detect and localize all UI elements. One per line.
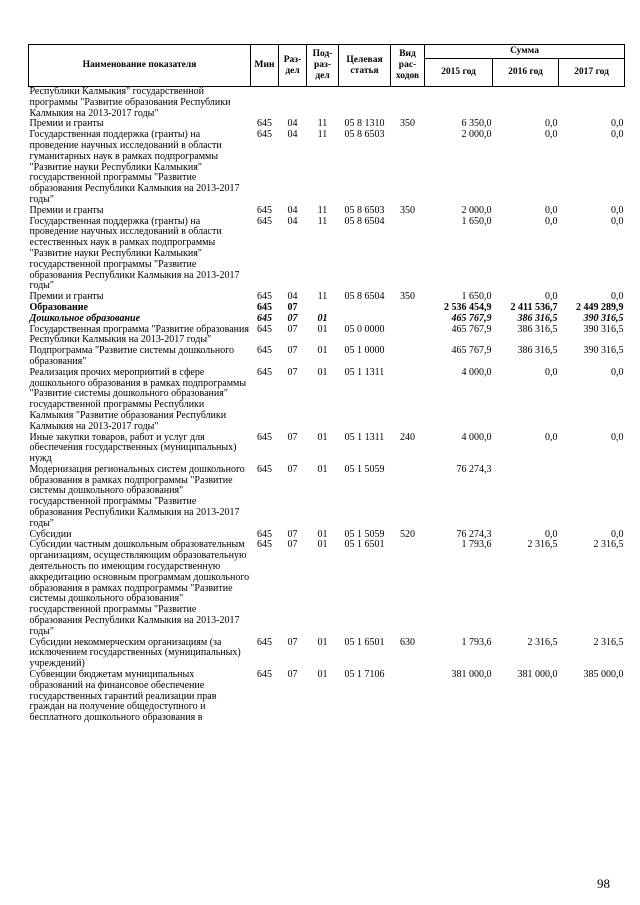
row-podrazdel: 01 bbox=[317, 463, 328, 475]
row-sum-2016: 381 000,0 bbox=[517, 669, 558, 681]
row-sum-2015: 2 536 454,9 bbox=[444, 301, 492, 313]
row-min: 645 bbox=[257, 528, 272, 540]
col-header-2016: 2016 год bbox=[493, 59, 559, 87]
row-target: 05 8 1310 bbox=[344, 118, 385, 130]
col-header-min: Мин bbox=[251, 45, 279, 87]
row-sum-2015: 2 000,0 bbox=[461, 129, 492, 141]
row-sum-2015: 4 000,0 bbox=[461, 431, 492, 443]
row-sum-2017: 390 316,5 bbox=[583, 323, 624, 335]
table-row bbox=[29, 465, 625, 530]
row-sum-2017 bbox=[559, 87, 625, 120]
row-vid bbox=[391, 303, 425, 314]
row-podrazdel: 01 bbox=[317, 312, 328, 324]
row-target: 05 8 6503 bbox=[344, 204, 385, 216]
row-min: 645 bbox=[257, 291, 272, 303]
row-vid: 240 bbox=[400, 431, 415, 443]
row-vid bbox=[391, 540, 425, 637]
row-razdel: 07 bbox=[287, 323, 298, 335]
col-header-target: Целевая статья bbox=[339, 45, 391, 87]
row-vid: 350 bbox=[400, 204, 415, 216]
table-body bbox=[29, 87, 625, 725]
budget-table bbox=[28, 44, 625, 724]
row-name: Премии и гранты bbox=[29, 118, 104, 130]
row-min: 645 bbox=[257, 366, 272, 378]
row-razdel: 07 bbox=[287, 312, 298, 324]
row-sum-2017: 0,0 bbox=[611, 291, 624, 303]
row-sum-2016: 386 316,5 bbox=[517, 345, 558, 357]
row-name: Премии и гранты bbox=[29, 291, 104, 303]
row-sum-2017: 0,0 bbox=[611, 366, 624, 378]
col-header-2017: 2017 год bbox=[559, 59, 625, 87]
row-name: Реализация прочих мероприятий в сфере дошкольного образования в рамках подпрограммы "Развитие системы дошкольного образования" государственной программы Республики Калмыкия "Развитие образования Республики Калмыкия на 2013-2017 годы" bbox=[29, 366, 247, 432]
row-podrazdel: 01 bbox=[317, 431, 328, 443]
row-name: Субсидии некоммерческим организациям (за исключением государственных (муниципальных) учреждений) bbox=[29, 636, 241, 670]
row-vid bbox=[391, 325, 425, 347]
row-target: 05 8 6503 bbox=[344, 129, 385, 141]
row-min bbox=[251, 87, 279, 120]
row-razdel: 04 bbox=[287, 118, 298, 130]
row-name: Субсидии частным дошкольным образовательным организациям, осуществляющим образовательную деятельность по имеющим государственную аккредитацию основным программам дошкольного образования в рамках подпрограммы "Развитие системы дошкольного образования" государственной программы "Развитие образования Республики Калмыкия на 2013-2017 годы" bbox=[29, 539, 250, 637]
col-header-2015: 2015 год bbox=[425, 59, 493, 87]
row-podrazdel: 11 bbox=[317, 129, 328, 141]
row-sum-2017: 2 316,5 bbox=[593, 539, 624, 551]
row-sum-2016: 0,0 bbox=[545, 291, 558, 303]
row-sum-2016: 2 411 536,7 bbox=[510, 301, 558, 313]
row-podrazdel: 11 bbox=[317, 118, 328, 130]
row-sum-2016: 2 316,5 bbox=[527, 636, 558, 648]
row-podrazdel: 01 bbox=[317, 323, 328, 335]
row-podrazdel: 11 bbox=[317, 291, 328, 303]
row-sum-2017: 0,0 bbox=[611, 528, 624, 540]
col-header-podrazdel: Под- раз- дел bbox=[307, 45, 339, 87]
row-vid bbox=[391, 465, 425, 530]
row-razdel: 07 bbox=[287, 301, 298, 313]
row-min: 645 bbox=[257, 463, 272, 475]
row-sum-2017: 0,0 bbox=[611, 129, 624, 141]
row-name: Иные закупки товаров, работ и услуг для обеспечения государственных (муниципальных) нужд bbox=[29, 431, 237, 465]
table-row bbox=[29, 540, 625, 637]
row-sum-2015: 76 274,3 bbox=[456, 463, 492, 475]
table-row bbox=[29, 325, 625, 347]
row-target: 05 1 1311 bbox=[344, 366, 385, 378]
row-sum-2015: 76 274,3 bbox=[456, 528, 492, 540]
row-sum-2016: 0,0 bbox=[545, 528, 558, 540]
row-razdel bbox=[279, 87, 307, 120]
row-sum-2015: 2 000,0 bbox=[461, 204, 492, 216]
row-podrazdel: 01 bbox=[317, 345, 328, 357]
row-name: Премии и гранты bbox=[29, 204, 104, 216]
row-sum-2017: 385 000,0 bbox=[583, 669, 624, 681]
row-sum-2016: 2 316,5 bbox=[527, 539, 558, 551]
row-vid: 350 bbox=[400, 118, 415, 130]
row-sum-2017: 0,0 bbox=[611, 118, 624, 130]
row-sum-2015: 1 793,6 bbox=[461, 636, 492, 648]
row-sum-2016: 0,0 bbox=[545, 118, 558, 130]
row-vid bbox=[391, 130, 425, 206]
col-header-name: Наименование показателя bbox=[29, 45, 251, 87]
table-header bbox=[29, 45, 625, 87]
row-sum-2015: 381 000,0 bbox=[451, 669, 492, 681]
row-target bbox=[339, 303, 391, 314]
row-sum-2015: 465 767,9 bbox=[451, 345, 492, 357]
row-razdel: 04 bbox=[287, 204, 298, 216]
table-row bbox=[29, 206, 625, 217]
row-sum-2017: 2 316,5 bbox=[593, 636, 624, 648]
row-sum-2017: 0,0 bbox=[611, 204, 624, 216]
row-podrazdel: 11 bbox=[317, 215, 328, 227]
row-razdel: 07 bbox=[287, 431, 298, 443]
row-target: 05 8 6504 bbox=[344, 215, 385, 227]
row-sum-2016: 0,0 bbox=[545, 431, 558, 443]
row-sum-2016 bbox=[493, 465, 559, 530]
row-name: Дошкольное образование bbox=[29, 312, 141, 324]
row-target bbox=[339, 314, 391, 325]
row-min: 645 bbox=[257, 539, 272, 551]
row-min: 645 bbox=[257, 345, 272, 357]
row-sum-2016: 386 316,5 bbox=[517, 323, 558, 335]
row-sum-2016: 0,0 bbox=[545, 366, 558, 378]
row-name: Субсидии bbox=[29, 528, 72, 540]
row-vid bbox=[391, 670, 425, 724]
row-sum-2015: 6 350,0 bbox=[461, 118, 492, 130]
table-row bbox=[29, 130, 625, 206]
row-sum-2016: 0,0 bbox=[545, 204, 558, 216]
row-podrazdel: 01 bbox=[317, 636, 328, 648]
page-number: 98 bbox=[597, 876, 610, 891]
table-row bbox=[29, 670, 625, 724]
table-row bbox=[29, 368, 625, 433]
table-row bbox=[29, 314, 625, 325]
row-sum-2015: 465 767,9 bbox=[451, 323, 492, 335]
row-name: Государственная поддержка (гранты) на проведение научных исследований в области естественных наук в рамках подпрограммы "Развитие науки Республики Калмыкия" государственной программы "Развитие образования Республики Калмыкия на 2013-2017 годы" bbox=[29, 215, 240, 292]
row-sum-2015 bbox=[425, 87, 493, 120]
row-podrazdel: 01 bbox=[317, 669, 328, 681]
row-vid: 350 bbox=[400, 291, 415, 303]
row-vid bbox=[391, 346, 425, 368]
row-min: 645 bbox=[257, 636, 272, 648]
row-name: Модернизация региональных систем дошкольного образования в рамках подпрограммы "Развитие системы дошкольного образования" государственной программы "Развитие образования Республики Калмыкия на 2013-2017 годы" bbox=[29, 463, 245, 529]
row-name: Субвенции бюджетам муниципальных образований на финансовое обеспечение государственных гарантий реализации прав граждан на получение общедоступного и бесплатного дошкольного образования в bbox=[29, 669, 217, 724]
row-razdel: 07 bbox=[287, 669, 298, 681]
row-razdel: 07 bbox=[287, 636, 298, 648]
row-sum-2015: 465 767,9 bbox=[451, 312, 492, 324]
row-sum-2016 bbox=[493, 87, 559, 120]
row-name: Подпрограмма "Развитие системы дошкольного образования" bbox=[29, 345, 235, 367]
row-sum-2015: 1 793,6 bbox=[461, 539, 492, 551]
row-vid bbox=[391, 217, 425, 293]
row-razdel: 07 bbox=[287, 345, 298, 357]
row-min: 645 bbox=[257, 215, 272, 227]
row-name: Образование bbox=[29, 301, 88, 313]
table-row bbox=[29, 217, 625, 293]
table-row bbox=[29, 346, 625, 368]
row-podrazdel: 01 bbox=[317, 528, 328, 540]
row-podrazdel: 01 bbox=[317, 366, 328, 378]
row-sum-2015: 4 000,0 bbox=[461, 366, 492, 378]
row-min: 645 bbox=[257, 312, 272, 324]
row-razdel: 04 bbox=[287, 215, 298, 227]
row-min: 645 bbox=[257, 301, 272, 313]
row-target: 05 1 5059 bbox=[344, 528, 385, 540]
table-row bbox=[29, 433, 625, 465]
row-min: 645 bbox=[257, 204, 272, 216]
row-sum-2017: 390 316,5 bbox=[583, 312, 624, 324]
row-target: 05 0 0000 bbox=[344, 323, 385, 335]
row-min: 645 bbox=[257, 118, 272, 130]
row-vid bbox=[391, 314, 425, 325]
row-sum-2017: 2 449 289,9 bbox=[576, 301, 624, 313]
row-vid bbox=[391, 368, 425, 433]
row-podrazdel: 11 bbox=[317, 204, 328, 216]
row-min: 645 bbox=[257, 431, 272, 443]
row-target: 05 1 0000 bbox=[344, 345, 385, 357]
row-min: 645 bbox=[257, 323, 272, 335]
row-target: 05 1 1311 bbox=[344, 431, 385, 443]
row-sum-2017: 0,0 bbox=[611, 431, 624, 443]
row-vid bbox=[391, 87, 425, 120]
row-sum-2016: 386 316,5 bbox=[517, 312, 558, 324]
row-razdel: 07 bbox=[287, 528, 298, 540]
row-sum-2016: 0,0 bbox=[545, 215, 558, 227]
row-target: 05 1 6501 bbox=[344, 539, 385, 551]
row-podrazdel bbox=[307, 87, 339, 120]
row-name: Государственная программа "Развитие образования Республики Калмыкия на 2013-2017 годы" bbox=[29, 323, 249, 346]
col-header-vid: Вид рас- ходов bbox=[391, 45, 425, 87]
row-sum-2017 bbox=[559, 465, 625, 530]
row-target: 05 1 5059 bbox=[344, 463, 385, 475]
row-sum-2015: 1 650,0 bbox=[461, 215, 492, 227]
row-sum-2015: 1 650,0 bbox=[461, 291, 492, 303]
row-razdel: 04 bbox=[287, 129, 298, 141]
row-vid: 520 bbox=[400, 528, 415, 540]
row-target: 05 1 7106 bbox=[344, 669, 385, 681]
table-row bbox=[29, 638, 625, 670]
row-target: 05 8 6504 bbox=[344, 291, 385, 303]
row-target bbox=[339, 87, 391, 120]
row-razdel: 07 bbox=[287, 366, 298, 378]
row-name: Республики Калмыкия" государственной программы "Развитие образования Республики Калмыкия на 2013-2017 годы" bbox=[29, 86, 231, 119]
row-vid: 630 bbox=[400, 636, 415, 648]
row-min: 645 bbox=[257, 669, 272, 681]
row-target: 05 1 6501 bbox=[344, 636, 385, 648]
row-razdel: 07 bbox=[287, 463, 298, 475]
row-name: Государственная поддержка (гранты) на проведение научных исследований в области гуманитарных наук в рамках подпрограммы "Развитие науки Республики Калмыкия" государственной программы "Развитие образования Республики Калмыкия на 2013-2017 годы" bbox=[29, 129, 240, 205]
table-row bbox=[29, 87, 625, 120]
row-sum-2017: 0,0 bbox=[611, 215, 624, 227]
row-razdel: 07 bbox=[287, 539, 298, 551]
col-header-razdel: Раз- дел bbox=[279, 45, 307, 87]
col-header-summa: Сумма bbox=[425, 45, 625, 59]
row-sum-2016: 0,0 bbox=[545, 129, 558, 141]
row-razdel: 04 bbox=[287, 291, 298, 303]
row-podrazdel: 01 bbox=[317, 539, 328, 551]
row-sum-2017: 390 316,5 bbox=[583, 345, 624, 357]
row-min: 645 bbox=[257, 129, 272, 141]
